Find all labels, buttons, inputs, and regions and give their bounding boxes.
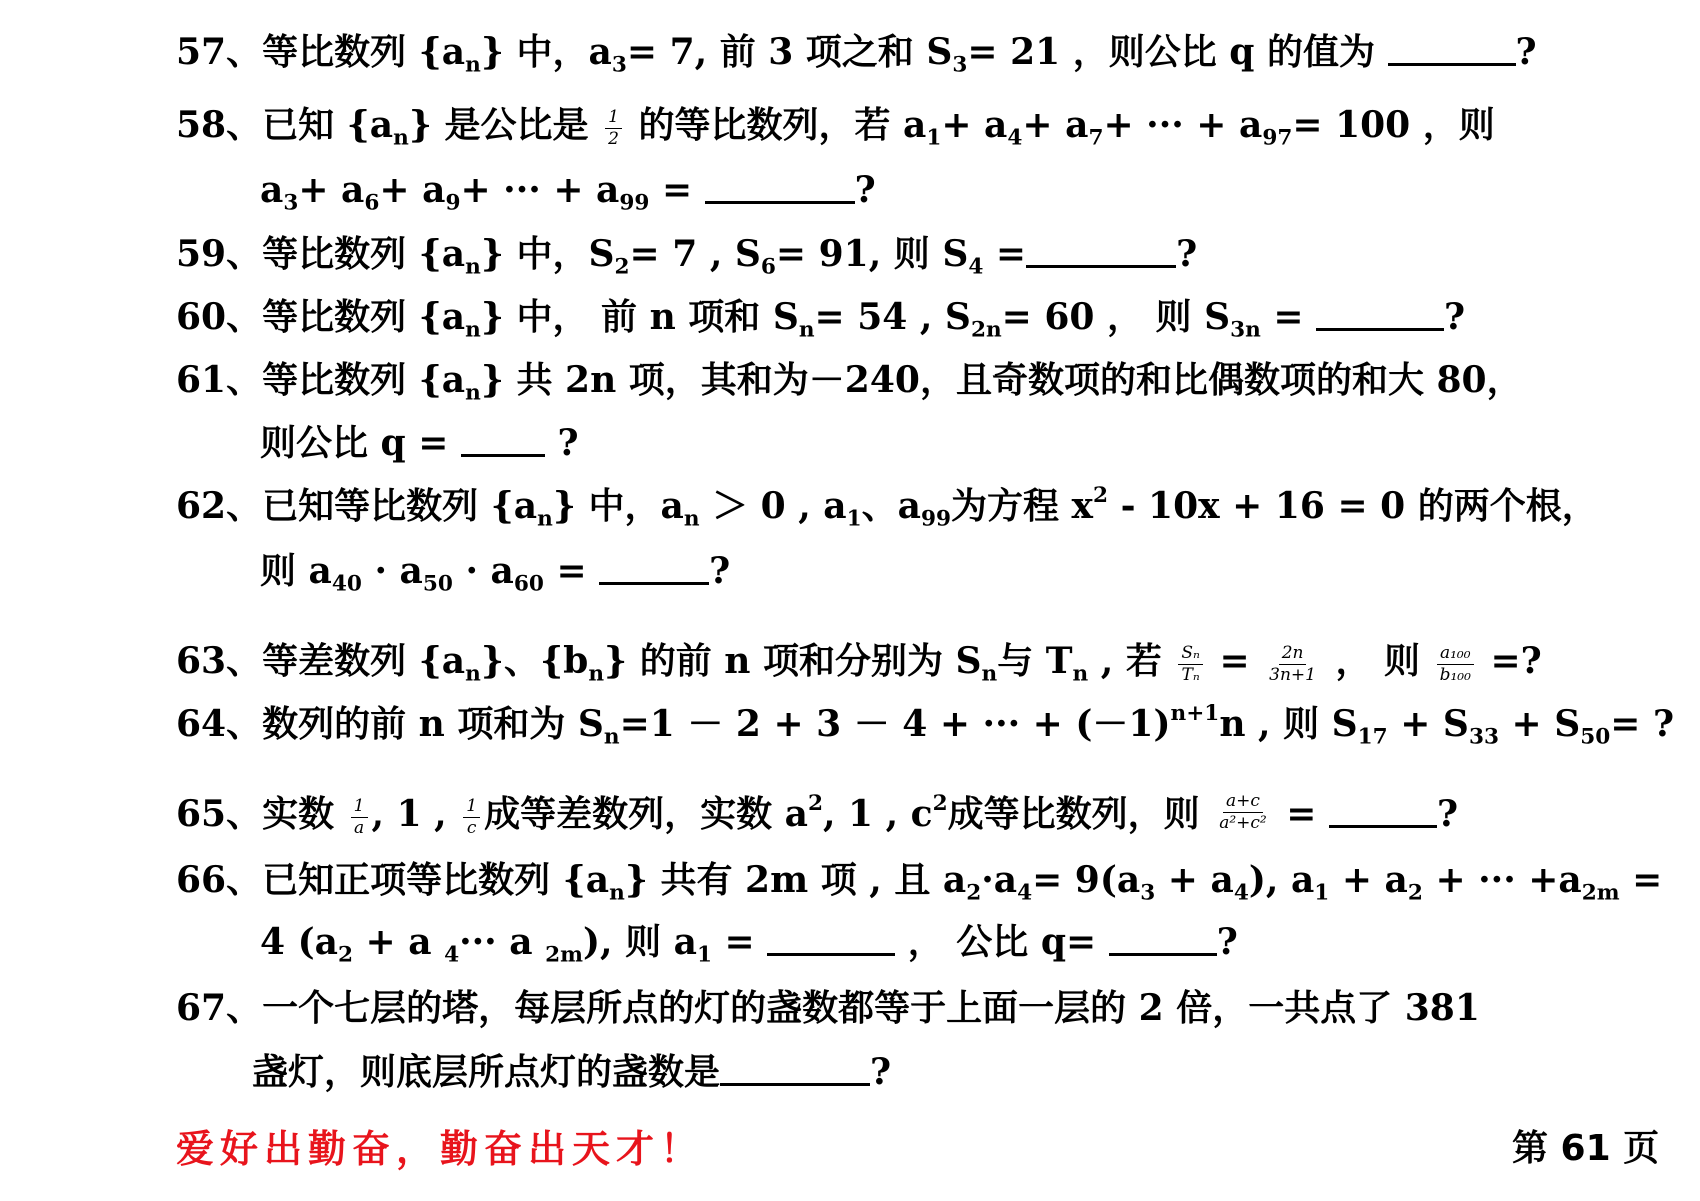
problem-62: 62、已知等比数列 $\{a_n\}$ 中，$a_n > 0$ , $a_1$、$a_{99}$为方程 $x^2 - 10x + 16 = 0$ 的两个根， [176,482,1598,532]
text: = 7, 前 3 项之和 S [626,31,953,73]
text: ? [1176,233,1198,275]
text: ? [870,1051,892,1093]
text: = [1260,296,1317,338]
text: } 是公比是 [408,104,589,146]
text: + ··· + a [460,169,620,211]
text: } 中， 前 n 项和 S [480,296,799,338]
problem-65: 65、实数 $\frac{1}{a}$ , 1 , $\frac{1}{c}$ 成等差数列，实数 $a^2$, 1 , $c^2$成等比数列，则 $\frac{a+c}{\text{a²+c²}}$ = ? [176,790,1459,838]
text: } 中，S [480,233,615,275]
text: ? [1436,793,1459,835]
text: + a [1155,859,1234,901]
text: 的等比数列，若 a [638,104,927,146]
fraction-ac-a2c2: $\frac{a+c}{\text{a²+c²}}$ [1219,791,1267,833]
problem-66-line2: 4 ($a_2 + a$ $_4$··· a $_{2m}$), 则 $a_1$ = ， 公比 q= ? [260,921,1238,968]
text: = 54 , S [814,296,971,338]
text: 已知 {a [262,104,394,146]
problem-63: 63、等差数列 $\{a_n\}$、$\{b_n\}$ 的前 n 项和分别为 $S_n$与 $T_n$ , 若 $\frac{\text{Sₙ}}{\text{Tₙ}}$ = $\frac{2n}{3n+1}$ ， 则 $\frac{\text{a₁₀₀}}{\text{b₁₀₀}}$ =? [176,640,1542,687]
text: , 1 , [371,793,447,835]
problem-number: 58、 [176,104,263,146]
text: 、a [861,485,921,527]
text: ? [1216,921,1238,963]
fraction-sn-tn: $\frac{\text{Sₙ}}{\text{Tₙ}}$ [1178,645,1203,684]
problem-number: 59、 [176,233,263,275]
text: , 若 [1088,640,1162,682]
text: = 100 ，则 [1292,104,1495,146]
fraction-2n-3n1: $\frac{2n}{3n+1}$ [1269,642,1316,685]
text: = [649,169,705,211]
text: n , 则 S [1219,703,1358,745]
text: 已知等比数列 {a [262,485,538,527]
text: } 中，a [480,31,612,73]
text: =1 － 2 + 3 － 4 + ··· + (－1) [619,703,1171,745]
text: + a [352,921,445,963]
answer-blank [705,171,855,204]
answer-blank [599,552,709,585]
problem-58: 58、已知 $\{a_n\}$ 是公比是 $\frac{1}{2}$ 的等比数列，若 $a_1+ a_4+ a_7+$ ··· + $a_{97}= 100$ ，则 [176,104,1495,151]
text: } 中，a [552,485,684,527]
answer-blank [720,1053,870,1086]
text: 数列的前 n 项和为 S [262,703,604,745]
problem-57: 57、等比数列 $\{a_n\}$ 中，$a_3= 7$, 前 3 项之和 $S_3= 21$ ，则公比 q 的值为 ? [176,31,1537,78]
answer-blank [1388,33,1516,66]
text: + S [1387,703,1469,745]
text: = 21 ，则公比 q 的值为 [967,31,1375,73]
text: 已知正项等比数列 {a [262,859,610,901]
problem-number: 66、 [176,859,263,901]
problem-58-line2: $a_3+ a_6+ a_9+$ ··· + $a_{99}$ = ? [260,169,876,216]
answer-blank [1109,923,1217,956]
problem-number: 64、 [176,703,263,745]
text: = 60 ， 则 S [1001,296,1231,338]
fraction-1-a: $\frac{1}{a}$ [351,798,368,837]
text: ), 则 a [582,921,697,963]
text: = [1273,793,1329,835]
problem-number: 57、 [176,31,263,73]
text: 等差数列 {a [262,640,466,682]
text: = [543,550,600,592]
text: 一个七层的塔，每层所点的灯的盏数都等于上面一层的 2 倍，一共点了 381 [262,987,1480,1029]
text: } 的前 n 项和分别为 S [604,640,982,682]
text: = ? [1610,703,1675,745]
text: + a [941,104,1008,146]
text: = [1619,859,1663,901]
problem-number: 61、 [176,359,263,401]
text: 等比数列 {a [262,296,466,338]
problem-60: 60、等比数列 $\{a_n\}$ 中， 前 n 项和 $S_n= 54$ , $S_{2n}= 60$ ， 则 $S_{3n}$ = ? [176,296,1466,343]
text: 为方程 x [951,485,1094,527]
text: + a [298,169,365,211]
answer-blank [1329,795,1437,828]
text: = 7 , S [629,233,761,275]
text: 成等比数列，则 [947,793,1200,835]
text: ··· a [459,921,546,963]
text: = [711,921,768,963]
text: ·a [981,859,1018,901]
text: }、{b [480,640,589,682]
answer-blank [1026,235,1176,268]
text: · a [452,550,514,592]
page-number: 第 61 页 [1512,1128,1660,1169]
text: = [1206,640,1263,682]
problem-67 [176,986,1480,1030]
text: = [983,233,1027,275]
fraction-a100-b100: $\frac{\text{a₁₀₀}}{\text{b₁₀₀}}$ [1437,645,1474,684]
problem-66: 66、已知正项等比数列 $\{a_n\}$ 共有 2m 项 , 且 $a_2\cdot a_4= 9(a_3 + a_4)$, $a_1 + a_2$ + ··· $+a_{2m}$ = [176,859,1663,906]
problem-number: 67、 [176,987,263,1029]
problem-number: 65、 [176,793,263,835]
answer-blank [461,424,545,457]
fraction-one-half: $\frac{1}{2}$ [605,109,622,148]
problem-59: 59、等比数列 $\{a_n\}$ 中，$S_2= 7$ , $S_6= 91$, 则 $S_4$ = ? [176,233,1198,280]
text: · a [361,550,423,592]
text: 则公比 q = [260,422,461,464]
problem-number: 60、 [176,296,263,338]
text: , 1 , c [822,793,933,835]
text: + ··· + a [1103,104,1263,146]
text: ， 则 [1322,640,1421,682]
text: ? [1515,31,1537,73]
problem-number: 62、 [176,485,263,527]
text: 等比数列 {a [262,359,466,401]
text: 成等差数列，实数 a [484,793,808,835]
text: } 共 2n 项，其和为－240，且奇数项的和比偶数项的和大 80， [480,359,1523,401]
text: 则 a [260,550,332,592]
problem-number: 63、 [176,640,263,682]
text: + a [1329,859,1408,901]
problem-61: 61、等比数列 $\{a_n\}$ 共 2n 项，其和为－240，且奇数项的和比偶数项的和大 80， [176,359,1523,406]
text: = 9(a [1032,859,1141,901]
text: + a [379,169,446,211]
text: + a [1022,104,1089,146]
text: 实数 [262,793,335,835]
text: 4 (a [260,921,338,963]
text: 与 T [997,640,1073,682]
text: 等比数列 {a [262,31,466,73]
fraction-1-c: $\frac{1}{c}$ [463,798,480,837]
problem-64: 64、数列的前 n 项和为 $S_n=1 - 2 + 3 - 4$ + ··· + $(-1)^{n+1}n$ , 则 $S_{17} + S_{33} + S_{50}=$ ? [176,700,1675,750]
text: a [260,169,284,211]
problem-62-line2: 则 $a_{40} \cdot a_{50} \cdot a_{60}$ = ? [260,550,731,597]
text: ， 公比 q= [895,921,1109,963]
text: - 10x + 16 = 0 的两个根， [1108,485,1598,527]
text: ? [854,169,876,211]
text: ? [1444,296,1466,338]
answer-blank [1316,298,1444,331]
text: ? [544,422,579,464]
text: ＞ 0 , a [699,485,847,527]
text: 等比数列 {a [262,233,466,275]
text: ), a [1248,859,1315,901]
text: ? [709,550,731,592]
text: 盏灯，则底层所点灯的盏数是 [252,1051,721,1093]
footer-motto: 爱好出勤奋，勤奋出天才！ [176,1126,705,1171]
text: + S [1499,703,1581,745]
problem-67-line2 [252,1050,891,1094]
answer-blank [767,923,895,956]
text: =? [1477,640,1542,682]
text: = 91, 则 S [775,233,969,275]
problem-61-line2 [260,421,579,465]
text: + ··· +a [1422,859,1582,901]
text: } 共有 2m 项 , 且 a [624,859,967,901]
